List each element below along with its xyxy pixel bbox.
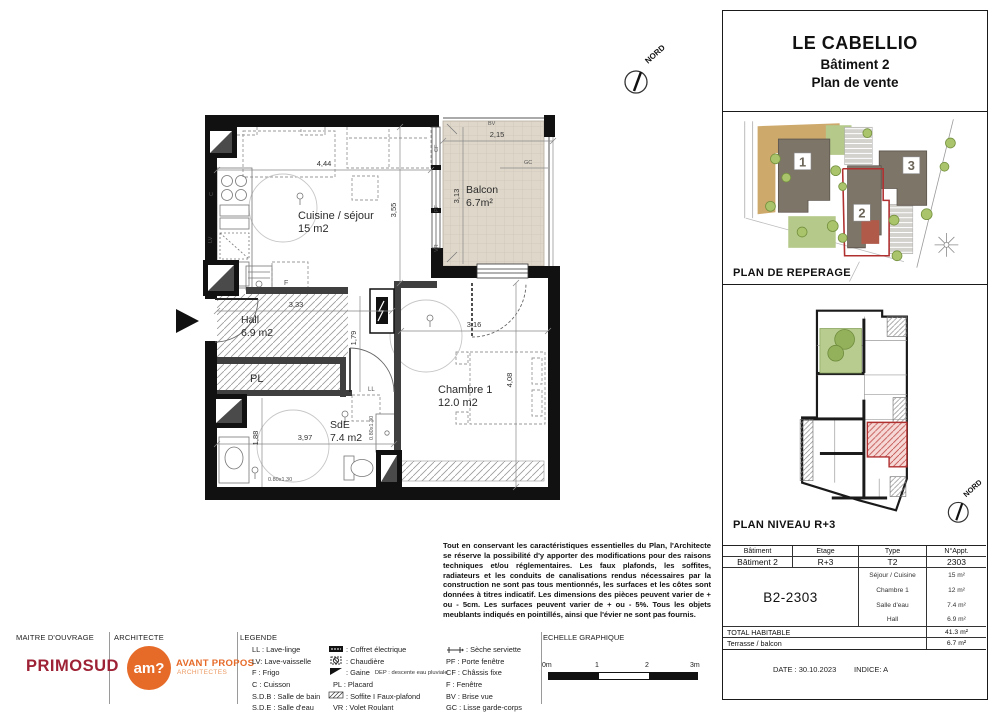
north-label: NORD <box>643 43 667 66</box>
disclaimer-text: Tout en conservant les caractéristiques essentielles du Plan, l'Architecte se réserve la possibilité d'y apporter des modifications pour des raisons techniques et/ou réglementaires. Les faux plafonds, les soffites, radiateurs et les conduits de canalisations rendus nécessaires par la construction ne sont pas tous mentionnés, les surfaces et les côtes sont données à titres indicatif. Les dimensions des pièces peuvent varier de + ou - 5cm. Les surfaces peuvent varier de + ou - 5%. Tous les objets meublants indiqués en pointillés, ainsi que l'évier ne sont pas fournis. <box>443 541 711 620</box>
legend-dep-note: DEP : descente eau pluviale <box>374 669 448 676</box>
legend-item: C : Cuisson <box>252 680 291 690</box>
surface-value: 7.4 m² <box>947 602 966 609</box>
architect-label: ARCHITECTE <box>114 633 164 642</box>
tag-c: C <box>209 192 215 196</box>
tag-f: F <box>284 280 289 287</box>
legend-item: GC : Lisse garde-corps <box>446 703 522 713</box>
legend-item: S.D.E : Salle d'eau <box>252 703 314 713</box>
soffit-legend-icon <box>328 691 344 701</box>
primosud-logo: PRIMOSUD <box>26 657 119 675</box>
surface-value: 6.9 m² <box>927 613 986 627</box>
table-header: Etage <box>793 546 859 557</box>
legend-column-3 <box>446 644 522 714</box>
avant-propos-logo: am? <box>127 646 171 690</box>
legend-item-label: : Coffret électrique <box>346 645 407 655</box>
legend-item: S.D.B : Salle de bain <box>252 691 321 701</box>
room-area-sde: 7.4 m2 <box>330 432 363 444</box>
dim-hall-h: 1,79 <box>349 330 358 346</box>
tag-shower-size-2: 0.80x1.30 <box>369 415 375 440</box>
plan-date: DATE : 30.10.2023 <box>773 665 837 674</box>
dim-sde-w: 3,97 <box>297 433 313 442</box>
surface-label: Hall <box>859 613 927 627</box>
closet-hatch <box>211 364 340 390</box>
reperage-label: PLAN DE REPERAGE <box>733 267 851 279</box>
site-building-2-highlight <box>861 220 879 244</box>
legend-item: BV : Brise vue <box>446 691 493 701</box>
tag-gc: GC <box>524 160 533 166</box>
title-block <box>723 11 987 90</box>
table-cell-etage: R+3 <box>793 557 859 568</box>
terrace-value: 6.7 m² <box>946 640 967 647</box>
scale-bar <box>548 672 698 680</box>
r3-north-label: NORD <box>961 477 984 499</box>
table-cell-batiment: Bâtiment 2 <box>723 557 793 568</box>
surface-label: Salle d'eau <box>859 598 927 613</box>
total-label: TOTAL HABITABLE <box>723 627 927 638</box>
level-plan-r3 <box>723 287 986 537</box>
svg-text:3: 3 <box>907 158 915 174</box>
duct-legend-icon <box>328 667 344 678</box>
site-plan <box>723 113 986 265</box>
site-compass-star <box>935 233 959 257</box>
table-header: N°Appt. <box>927 546 986 557</box>
dim-balcon-h: 3,13 <box>452 188 461 204</box>
tag-cf: CF <box>434 144 440 152</box>
legend-label: LEGENDE <box>240 633 278 642</box>
dim-cuisine-w: 4,44 <box>316 159 332 168</box>
legend-item: F : Fenêtre <box>446 680 483 690</box>
dim-hall-w: 3,33 <box>288 300 304 309</box>
owner-label: MAITRE D'OUVRAGE <box>16 633 94 642</box>
bedroom-window <box>477 264 528 278</box>
section-divider <box>723 284 987 285</box>
dim-chambre-w: 3,16 <box>466 320 482 329</box>
architect-name: AVANT PROPOS <box>176 658 255 669</box>
room-area-hall: 6.9 m2 <box>241 327 274 339</box>
legend-item: PL : Placard <box>333 680 373 690</box>
legend-item: LV: Lave-vaisselle <box>252 656 312 666</box>
room-label-cuisine: Cuisine / séjour <box>298 210 374 222</box>
surface-value: 15 m² <box>948 572 965 579</box>
legend-item: F : Frigo <box>252 668 280 678</box>
table-cell-appt: 2303 <box>927 557 986 568</box>
svg-text:1: 1 <box>799 154 807 170</box>
room-label-pl: PL <box>250 373 264 385</box>
legend-column-1 <box>252 644 320 714</box>
tag-ll: LL <box>368 387 375 393</box>
scale-tick-0: 0m <box>542 662 552 669</box>
legend-column-2 <box>328 644 448 714</box>
electrical-box-legend-icon <box>328 645 344 655</box>
plan-indice: INDICE: A <box>854 665 889 674</box>
dim-sde-h: 1,88 <box>251 430 260 446</box>
tag-shower-size-1: 0.80x1.30 <box>268 477 293 483</box>
dim-cuisine-h: 3,55 <box>389 202 398 218</box>
towel-dryer-legend-icon <box>446 645 464 655</box>
scale-tick-2: 2 <box>645 662 649 669</box>
architect-subtitle: ARCHITECTES <box>177 669 228 676</box>
legend-item-label: : Chaudière <box>346 656 385 666</box>
north-compass <box>625 43 667 93</box>
terrace-label: Terrasse / balcon <box>723 638 927 649</box>
table-header: Bâtiment <box>723 546 793 557</box>
table-cell-type: T2 <box>859 557 927 568</box>
tag-vr: VR <box>434 244 440 252</box>
room-area-chambre: 12.0 m2 <box>438 397 478 409</box>
table-lot-number: B2-2303 <box>723 568 859 627</box>
project-title: LE CABELLIO <box>792 33 918 53</box>
surface-label: Séjour / Cuisine <box>859 568 927 583</box>
legend-item: LL : Lave-linge <box>252 645 301 655</box>
tag-pf: PF <box>434 204 440 212</box>
room-area-cuisine: 15 m2 <box>298 223 329 235</box>
tag-lv: LV <box>208 236 214 243</box>
surface-label: Chambre 1 <box>859 583 927 598</box>
scale-label: ECHELLE GRAPHIQUE <box>543 633 625 642</box>
room-area-balcon: 6.7m² <box>466 197 493 209</box>
apartment-info-table <box>723 545 986 650</box>
niveau-label: PLAN NIVEAU R+3 <box>733 519 836 531</box>
room-label-hall: Hall <box>241 314 260 326</box>
legend-item: CF : Châssis fixe <box>446 668 502 678</box>
scale-tick-3: 3m <box>690 662 700 669</box>
legend-item-label: : Soffite I Faux-plafond <box>346 691 421 701</box>
boiler-legend-icon <box>328 656 344 667</box>
surface-value: 12 m² <box>948 587 965 594</box>
total-value: 41.3 m² <box>927 627 986 638</box>
room-label-sde: SdE <box>330 419 350 431</box>
legend-item: VR : Volet Roulant <box>333 703 394 713</box>
svg-text:2: 2 <box>858 205 866 221</box>
tag-bv: BV <box>488 121 496 127</box>
scale-tick-1: 1 <box>595 662 599 669</box>
dim-chambre-h: 4,08 <box>505 372 514 388</box>
table-header: Type <box>859 546 927 557</box>
legend-item: PF : Porte fenêtre <box>446 656 505 666</box>
hall-soffit-hatch <box>217 294 348 357</box>
legend-item-label: : Gaine <box>346 668 370 678</box>
dim-balcon-w: 2,15 <box>489 130 505 139</box>
room-label-balcon: Balcon <box>466 184 499 196</box>
room-label-chambre: Chambre 1 <box>438 384 493 396</box>
right-panel <box>722 10 988 700</box>
bedroom-soffit-hatch <box>401 461 544 481</box>
section-divider <box>723 111 987 112</box>
entry-arrow <box>176 309 199 333</box>
document-type: Plan de vente <box>811 75 899 90</box>
building-title: Bâtiment 2 <box>820 57 890 72</box>
r3-north-compass <box>948 477 984 522</box>
legend-item-label: : Sèche serviette <box>466 645 522 655</box>
